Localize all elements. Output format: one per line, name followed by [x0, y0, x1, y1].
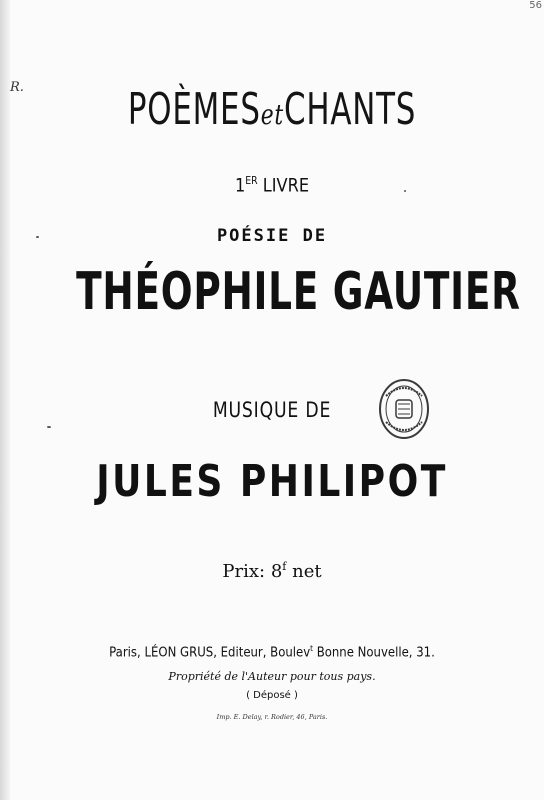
- printer-credit: Imp. E. Delay, r. Rodier, 46, Paris.: [216, 713, 328, 721]
- price-label: Prix:: [222, 561, 266, 582]
- volume-label: [41, 174, 503, 196]
- title-word-2: CHANTS: [283, 84, 417, 135]
- ink-speck: [36, 236, 39, 238]
- composer-name: JULES PHILIPOT: [96, 456, 448, 507]
- price-line: [0, 560, 544, 582]
- corner-pencil-mark: R.: [10, 80, 24, 95]
- ink-speck: [47, 426, 51, 428]
- work-title: [60, 84, 484, 135]
- price-amount: 8: [270, 561, 283, 582]
- publisher-line: [27, 644, 517, 660]
- rights-notice: Propriété de l'Auteur pour tous pays.: [168, 670, 376, 683]
- price-unit: f: [282, 560, 287, 573]
- volume-ordinal: 1: [234, 174, 246, 197]
- shelf-mark: 56: [529, 0, 542, 11]
- title-connector: et: [260, 98, 284, 131]
- poet-name: THÉOPHILE GAUTIER: [76, 262, 521, 322]
- publisher-part-2: Bonne Nouvelle, 31.: [312, 645, 435, 661]
- publisher-part-1: Paris, LÉON GRUS, Editeur, Boulev: [109, 645, 311, 661]
- poetry-by-label: POÉSIE DE: [216, 226, 328, 246]
- publisher-abbrev-sup: t: [310, 644, 313, 653]
- volume-ordinal-suffix: ER: [245, 174, 258, 187]
- volume-word: LIVRE: [262, 174, 310, 197]
- title-word-1: POÈMES: [127, 84, 261, 135]
- library-stamp-icon: [378, 378, 430, 440]
- music-by-label: MUSIQUE DE: [212, 398, 332, 422]
- price-suffix: net: [292, 561, 322, 582]
- ink-speck: [404, 190, 406, 192]
- deposit-notice: ( Déposé ): [246, 690, 298, 701]
